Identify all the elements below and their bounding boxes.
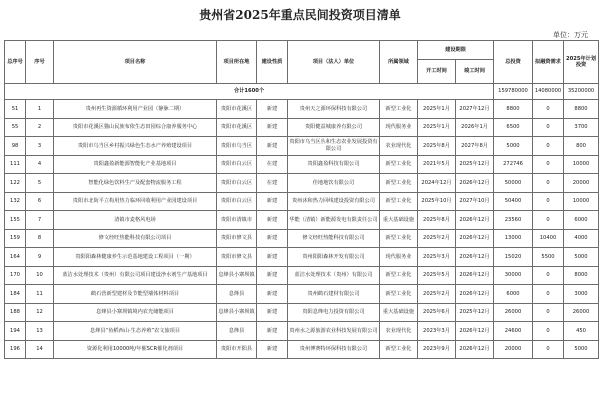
cell-end: 2026年12月 [456, 229, 494, 248]
cell-name: 贵阳市花溪区猫山民族布依生态田园综合康养服务中心 [54, 118, 217, 137]
table-row [5, 248, 599, 267]
cell-location: 贵阳市开阳县 [217, 340, 257, 359]
cell-invest-2025: 10000 [564, 155, 599, 174]
cell-name: 息烽县小寨坝镇境内农光储能项目 [54, 303, 217, 322]
cell-seq: 13 [26, 322, 54, 341]
table-row [5, 192, 599, 211]
project-table [4, 40, 599, 359]
cell-planned-invest: 0 [533, 340, 564, 359]
cell-planned-invest: 0 [533, 137, 564, 156]
cell-nature: 在建 [257, 174, 288, 193]
cell-location: 贵阳市白云区 [217, 174, 257, 193]
cell-seq: 11 [26, 285, 54, 304]
cell-name: 贵州再生资源循环利用产业园（静脉二期） [54, 100, 217, 119]
cell-planned-invest: 0 [533, 118, 564, 137]
cell-start: 2025年8月 [418, 137, 456, 156]
cell-owner: 贵阳市乌当区丛和生态农业发展投资有限公司 [288, 137, 380, 156]
cell-seq-total: 164 [5, 248, 26, 267]
cell-owner: 贵州博赛特环保科技有限公司 [288, 340, 380, 359]
cell-end: 2026年12月 [456, 248, 494, 267]
cell-start: 2025年3月 [418, 248, 456, 267]
cell-start: 2023年9月 [418, 340, 456, 359]
cell-seq: 8 [26, 229, 54, 248]
cell-total-invest: 6500 [494, 118, 533, 137]
cell-seq: 9 [26, 248, 54, 267]
document-title: 贵州省2025年重点民间投资项目清单 [199, 8, 401, 22]
cell-name: 修文经旺热能科技有限公司项目 [54, 229, 217, 248]
cell-field: 新型工业化 [380, 174, 418, 193]
cell-invest-2025: 20000 [564, 174, 599, 193]
cell-seq: 12 [26, 303, 54, 322]
cell-seq: 10 [26, 266, 54, 285]
header-nature: 建设性质 [257, 41, 288, 84]
cell-planned-invest: 0 [533, 174, 564, 193]
cell-planned-invest: 0 [533, 322, 564, 341]
cell-start: 2025年5月 [418, 266, 456, 285]
cell-end: 2026年12月 [456, 211, 494, 230]
header-period: 建设期限 [418, 41, 494, 60]
cell-start: 2025年2月 [418, 285, 456, 304]
cell-seq-total: 196 [5, 340, 26, 359]
cell-location: 息烽县小寨坝镇 [217, 303, 257, 322]
cell-start: 2024年12月 [418, 174, 456, 193]
cell-end: 2026年12月 [456, 174, 494, 193]
cell-end: 2025年12月 [456, 155, 494, 174]
header-owner: 项目（法人）单位 [288, 41, 380, 84]
cell-end: 2026年1月 [456, 118, 494, 137]
cell-name: 蓝洁水处理技术（贵州）有限公司项目建设净水剂生产基地项目 [54, 266, 217, 285]
cell-owner: 贵阳鑫盈科技有限公司 [288, 155, 380, 174]
cell-nature: 新建 [257, 192, 288, 211]
cell-invest-2025: 5000 [564, 248, 599, 267]
table-row [5, 155, 599, 174]
cell-location: 息烽县小寨坝镇 [217, 266, 257, 285]
cell-planned-invest: 0 [533, 266, 564, 285]
table-row [5, 322, 599, 341]
table-row [5, 303, 599, 322]
cell-end: 2027年8月 [456, 137, 494, 156]
cell-owner: 贵州阳阳森林开发有限公司 [288, 248, 380, 267]
total-invest-sum: 159780000 [494, 84, 533, 100]
header-total-invest: 总投资 [494, 41, 533, 84]
cell-owner: 修文经旺热能科技有限公司 [288, 229, 380, 248]
table-row [5, 137, 599, 156]
cell-invest-2025: 450 [564, 322, 599, 341]
planned-invest-sum: 14080000 [533, 84, 564, 100]
invest-2025-sum: 35200000 [564, 84, 599, 100]
cell-start: 2025年1月 [418, 118, 456, 137]
cell-nature: 新建 [257, 229, 288, 248]
cell-location: 贵阳市白云区 [217, 155, 257, 174]
cell-nature: 新建 [257, 118, 288, 137]
cell-total-invest: 20000 [494, 340, 533, 359]
cell-planned-invest: 0 [533, 155, 564, 174]
cell-nature: 新建 [257, 137, 288, 156]
cell-location: 贵阳市花溪区 [217, 118, 257, 137]
cell-seq: 14 [26, 340, 54, 359]
cell-end: 2026年12月 [456, 322, 494, 341]
cell-seq-total: 194 [5, 322, 26, 341]
cell-invest-2025: 10000 [564, 192, 599, 211]
cell-nature: 新建 [257, 266, 288, 285]
cell-location: 贵阳市白云区 [217, 192, 257, 211]
table-row [5, 100, 599, 119]
cell-nature: 新建 [257, 248, 288, 267]
cell-invest-2025: 8000 [564, 266, 599, 285]
cell-owner: 贵州沐和热力回线建设投资有限公司 [288, 192, 380, 211]
cell-invest-2025: 3700 [564, 118, 599, 137]
cell-planned-invest: 10400 [533, 229, 564, 248]
cell-owner: 佳地地饮有限公司 [288, 174, 380, 193]
cell-total-invest: 5000 [494, 137, 533, 156]
cell-planned-invest: 0 [533, 192, 564, 211]
cell-field: 新型工业化 [380, 340, 418, 359]
cell-planned-invest: 0 [533, 303, 564, 322]
cell-total-invest: 13000 [494, 229, 533, 248]
cell-seq-total: 51 [5, 100, 26, 119]
cell-field: 新型工业化 [380, 229, 418, 248]
table-row [5, 266, 599, 285]
cell-owner: 贵州鹤石建材有限公司 [288, 285, 380, 304]
cell-planned-invest: 0 [533, 211, 564, 230]
cell-owner: 贵州水之源旅游农业科技发展有限公司 [288, 322, 380, 341]
cell-total-invest: 50000 [494, 174, 533, 193]
cell-total-invest: 26000 [494, 303, 533, 322]
cell-total-invest: 50400 [494, 192, 533, 211]
cell-field: 新型工业化 [380, 100, 418, 119]
header-location: 项目所在地 [217, 41, 257, 84]
table-row [5, 174, 599, 193]
cell-name: 清镇市麦格风电场 [54, 211, 217, 230]
cell-seq-total: 155 [5, 211, 26, 230]
cell-total-invest: 6000 [494, 285, 533, 304]
cell-planned-invest: 5500 [533, 248, 564, 267]
table-row [5, 340, 599, 359]
cell-owner: 华能（清镇）新能源发电有限责任公司 [288, 211, 380, 230]
total-label: 合计1600个 [5, 84, 494, 100]
cell-seq: 6 [26, 192, 54, 211]
cell-field: 新型工业化 [380, 192, 418, 211]
cell-invest-2025: 800 [564, 137, 599, 156]
cell-field: 重大基础设施 [380, 303, 418, 322]
cell-end: 2026年12月 [456, 266, 494, 285]
header-end: 竣工时间 [456, 60, 494, 84]
cell-total-invest: 272746 [494, 155, 533, 174]
cell-owner: 贵阳健益城康养有限公司 [288, 118, 380, 137]
cell-nature: 新建 [257, 211, 288, 230]
cell-seq-total: 111 [5, 155, 26, 174]
cell-start: 2025年10月 [418, 192, 456, 211]
cell-end: 2026年12月 [456, 285, 494, 304]
header-field: 所属领域 [380, 41, 418, 84]
cell-start: 2025年8月 [418, 211, 456, 230]
cell-field: 重大基础设施 [380, 211, 418, 230]
cell-total-invest: 23560 [494, 211, 533, 230]
cell-nature: 新建 [257, 303, 288, 322]
cell-field: 新型工业化 [380, 266, 418, 285]
cell-start: 2023年3月 [418, 322, 456, 341]
header-name: 项目名称 [54, 41, 217, 84]
cell-seq-total: 159 [5, 229, 26, 248]
cell-total-invest: 8800 [494, 100, 533, 119]
cell-invest-2025: 8800 [564, 100, 599, 119]
cell-field: 新型工业化 [380, 155, 418, 174]
cell-seq-total: 170 [5, 266, 26, 285]
cell-name: 资源化利用10000吨/年催SCR催化剂项目 [54, 340, 217, 359]
cell-name: 智能化绿色饮料生产及配套物流服务工程 [54, 174, 217, 193]
cell-total-invest: 24600 [494, 322, 533, 341]
cell-name: 息烽县“鱼稻西山·生态养殖”农文旅项目 [54, 322, 217, 341]
cell-seq: 4 [26, 155, 54, 174]
cell-field: 农业现代化 [380, 322, 418, 341]
table-row [5, 211, 599, 230]
cell-location: 贵阳市乌当区 [217, 137, 257, 156]
cell-seq: 5 [26, 174, 54, 193]
cell-seq-total: 184 [5, 285, 26, 304]
header-seq-total: 总序号 [5, 41, 26, 84]
table-row [5, 118, 599, 137]
cell-total-invest: 30000 [494, 266, 533, 285]
cell-seq-total: 122 [5, 174, 26, 193]
cell-invest-2025: 5000 [564, 340, 599, 359]
cell-seq: 3 [26, 137, 54, 156]
cell-name: 贵阳阳森林健康养生示范基地建设工程项目（一期） [54, 248, 217, 267]
cell-seq-total: 98 [5, 137, 26, 156]
cell-invest-2025: 4000 [564, 229, 599, 248]
unit-label: 单位：万元 [553, 31, 588, 39]
cell-nature: 新建 [257, 340, 288, 359]
cell-invest-2025: 3000 [564, 285, 599, 304]
cell-planned-invest: 0 [533, 100, 564, 119]
cell-nature: 新建 [257, 285, 288, 304]
cell-name: 鹤石营新型建材及节能型墙体材料项目 [54, 285, 217, 304]
cell-location: 贵阳市修文县 [217, 229, 257, 248]
cell-seq-total: 55 [5, 118, 26, 137]
cell-start: 2021年5月 [418, 155, 456, 174]
cell-nature: 新建 [257, 322, 288, 341]
cell-start: 2025年6月 [418, 303, 456, 322]
cell-invest-2025: 6000 [564, 211, 599, 230]
cell-owner: 贵州天之源环保科技有限公司 [288, 100, 380, 119]
cell-end: 2025年12月 [456, 303, 494, 322]
cell-owner: 蓝洁水处理技术（贵州）有限公司 [288, 266, 380, 285]
header-invest-2025: 2025年计划投资 [564, 41, 599, 84]
cell-nature: 在建 [257, 155, 288, 174]
cell-total-invest: 15020 [494, 248, 533, 267]
cell-end: 2027年12月 [456, 100, 494, 119]
cell-seq-total: 132 [5, 192, 26, 211]
cell-planned-invest: 0 [533, 285, 564, 304]
table-row [5, 229, 599, 248]
cell-start: 2025年1月 [418, 100, 456, 119]
cell-location: 息烽县 [217, 285, 257, 304]
cell-location: 贵阳市清镇市 [217, 211, 257, 230]
cell-location: 贵阳市修文县 [217, 248, 257, 267]
cell-end: 2026年12月 [456, 340, 494, 359]
total-row [5, 84, 599, 100]
header-start: 开工时间 [418, 60, 456, 84]
cell-location: 贵阳市花溪区 [217, 100, 257, 119]
cell-seq: 1 [26, 100, 54, 119]
cell-invest-2025: 26000 [564, 303, 599, 322]
cell-name: 贵阳市乌当区乡村振兴绿色生态水产养殖建设项目 [54, 137, 217, 156]
cell-nature: 新建 [257, 100, 288, 119]
cell-owner: 贵阳息烽电力投资有限公司 [288, 303, 380, 322]
cell-seq: 7 [26, 211, 54, 230]
cell-end: 2027年10月 [456, 192, 494, 211]
cell-field: 农业现代化 [380, 137, 418, 156]
cell-field: 现代服务业 [380, 248, 418, 267]
cell-location: 息烽县 [217, 322, 257, 341]
header-planned-invest: 拟融资需求 [533, 41, 564, 84]
cell-start: 2025年2月 [418, 229, 456, 248]
cell-seq: 2 [26, 118, 54, 137]
cell-field: 现代服务业 [380, 118, 418, 137]
cell-name: 贵阳市北街平立构用热力临环回收利用产业园建设项目 [54, 192, 217, 211]
table-row [5, 285, 599, 304]
cell-seq-total: 188 [5, 303, 26, 322]
header-seq: 序号 [26, 41, 54, 84]
cell-field: 新型工业化 [380, 285, 418, 304]
cell-name: 贵阳鑫盈新能源智能化产业基地项目 [54, 155, 217, 174]
